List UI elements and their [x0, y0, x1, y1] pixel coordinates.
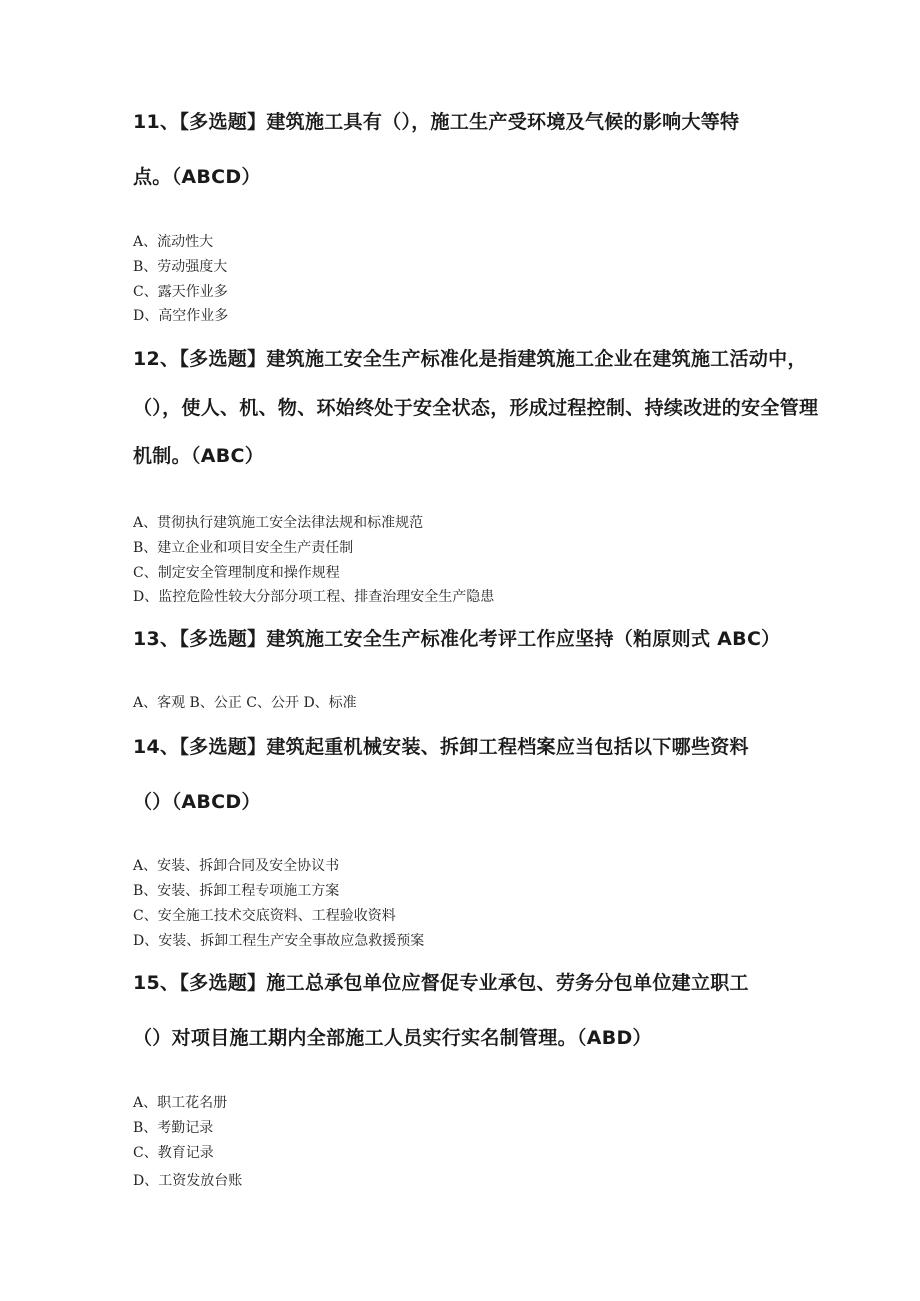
- question-14-line-2: （）（ABCD）: [133, 791, 261, 813]
- question-12-option-a: A、贯彻执行建筑施工安全法律法规和标准规范: [133, 515, 424, 531]
- question-12-option-c: C、制定安全管理制度和操作规程: [133, 565, 340, 581]
- question-11-option-b: B、劳动强度大: [133, 259, 228, 275]
- question-12-option-d: D、监控危险性较大分部分项工程、排查治理安全生产隐患: [133, 589, 495, 605]
- question-15-line-1: 15、【多选题】施工总承包单位应督促专业承包、劳务分包单位建立职工: [133, 972, 749, 994]
- question-15-line-2: （）对项目施工期内全部施工人员实行实名制管理。（ABD）: [133, 1027, 652, 1049]
- question-11-line-2: 点。（ABCD）: [133, 166, 261, 188]
- question-15-option-d: D、工资发放台账: [133, 1173, 243, 1189]
- question-12-line-2: （），使人、机、物、环始终处于安全状态，形成过程控制、持续改进的安全管理: [133, 397, 819, 419]
- question-12-option-b: B、建立企业和项目安全生产责任制: [133, 540, 354, 556]
- question-11-line-1: 11、【多选题】建筑施工具有（），施工生产受环境及气候的影响大等特: [133, 111, 740, 133]
- question-13-options: A、客观 B、公正 C、公开 D、标准: [133, 695, 357, 711]
- question-12-line-1: 12、【多选题】建筑施工安全生产标准化是指建筑施工企业在建筑施工活动中，: [133, 348, 807, 370]
- question-12-line-3: 机制。（ABC）: [133, 445, 265, 467]
- question-15-option-a: A、职工花名册: [133, 1095, 228, 1111]
- question-14-option-b: B、安装、拆卸工程专项施工方案: [133, 883, 340, 899]
- question-14-option-d: D、安装、拆卸工程生产安全事故应急救援预案: [133, 933, 425, 949]
- question-15-option-b: B、考勤记录: [133, 1120, 214, 1136]
- question-11-option-d: D、高空作业多: [133, 308, 229, 324]
- question-14-option-a: A、安装、拆卸合同及安全协议书: [133, 858, 340, 874]
- question-13-line-1: 13、【多选题】建筑施工安全生产标准化考评工作应坚持（粕原则式 ABC）: [133, 628, 781, 650]
- question-14-line-1: 14、【多选题】建筑起重机械安装、拆卸工程档案应当包括以下哪些资料: [133, 736, 749, 758]
- question-14-option-c: C、安全施工技术交底资料、工程验收资料: [133, 908, 396, 924]
- question-11-option-c: C、露天作业多: [133, 284, 228, 300]
- question-11-option-a: A、流动性大: [133, 234, 214, 250]
- question-15-option-c: C、教育记录: [133, 1145, 214, 1161]
